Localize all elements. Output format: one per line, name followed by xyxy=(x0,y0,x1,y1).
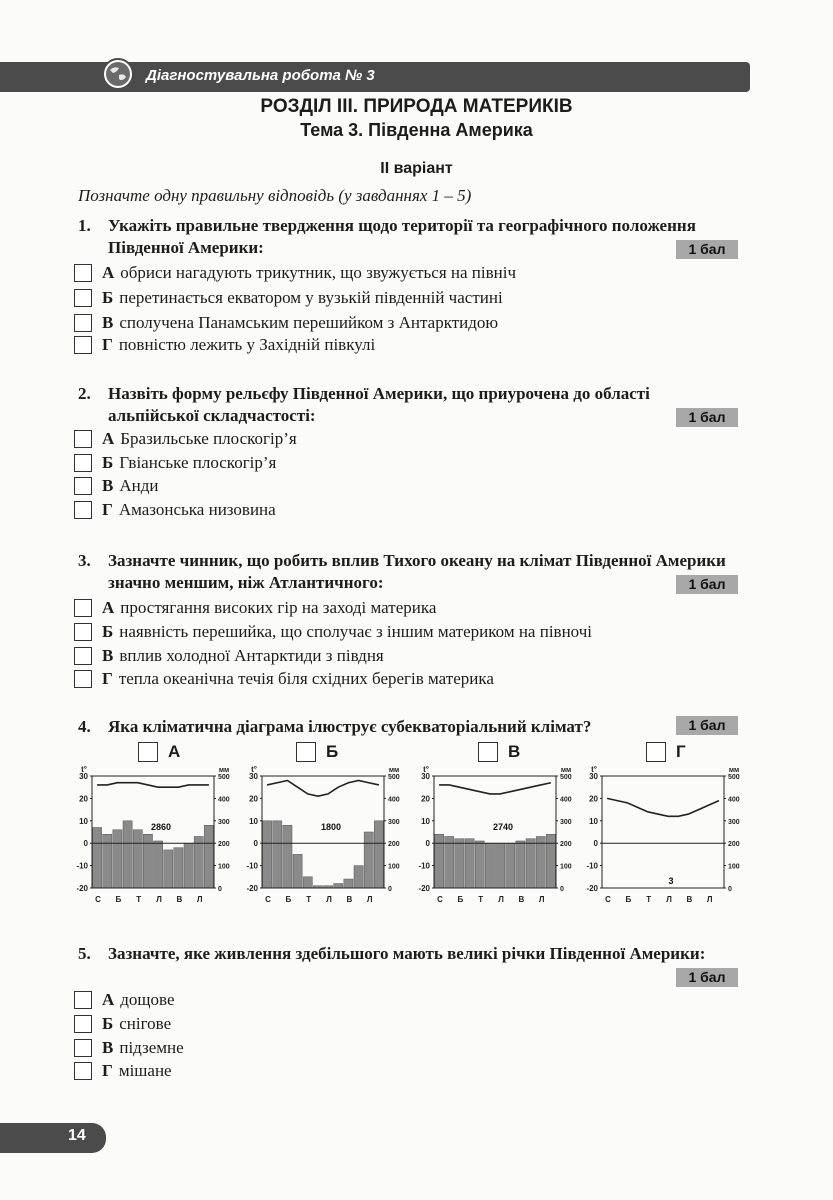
option-a[interactable] xyxy=(74,989,175,1011)
climate-diagram-3 xyxy=(586,765,739,904)
precip-tick-label: 100 xyxy=(560,863,572,871)
temp-tick-label: -20 xyxy=(586,884,598,893)
globe-icon xyxy=(102,58,134,90)
month-label: С xyxy=(265,895,271,904)
precip-tick-label: 200 xyxy=(218,841,230,849)
precip-bar xyxy=(164,850,173,888)
precip-bar xyxy=(263,821,272,888)
precip-tick-label: 300 xyxy=(728,818,740,826)
precip-tick-label: 300 xyxy=(218,818,230,826)
temperature-line xyxy=(439,783,551,794)
checkbox[interactable] xyxy=(74,991,92,1009)
precip-bar xyxy=(536,836,545,888)
precip-bar xyxy=(445,836,454,888)
option-letter: Б xyxy=(102,1014,114,1033)
temp-tick-label: 20 xyxy=(249,794,258,804)
precip-bar xyxy=(506,843,515,888)
month-label: Л xyxy=(498,895,504,904)
diagram-label: В xyxy=(508,742,521,761)
checkbox[interactable] xyxy=(296,742,316,762)
precip-bar xyxy=(435,834,444,888)
option-v[interactable] xyxy=(74,312,498,334)
temperature-line xyxy=(267,780,379,796)
precip-bar xyxy=(354,866,363,888)
option-letter: А xyxy=(102,990,115,1009)
option-text: Анди xyxy=(119,476,159,495)
checkbox[interactable] xyxy=(74,1015,92,1033)
score-badge: 1 бал xyxy=(676,716,738,735)
option-text: мішане xyxy=(118,1061,172,1080)
precip-tick-label: 400 xyxy=(218,796,230,804)
page-number-tab xyxy=(0,1123,106,1153)
option-h[interactable] xyxy=(74,334,375,356)
precip-tick-label: 300 xyxy=(388,818,400,826)
month-label: Л xyxy=(156,895,162,904)
temp-tick-label: 0 xyxy=(83,839,88,849)
precip-bar xyxy=(465,839,474,888)
option-v[interactable] xyxy=(74,645,384,667)
diagram-choice-v[interactable] xyxy=(478,742,520,762)
option-h[interactable] xyxy=(74,1060,172,1082)
precip-bar xyxy=(174,848,183,888)
precip-bar xyxy=(123,821,132,888)
climate-diagram-1 xyxy=(246,765,399,904)
precip-tick-label: 500 xyxy=(388,774,400,781)
precip-bar xyxy=(103,834,112,888)
option-letter: Г xyxy=(102,500,113,519)
checkbox[interactable] xyxy=(74,599,92,617)
page-number: 14 xyxy=(68,1127,86,1144)
header-title: Діагностувальна робота № 3 xyxy=(146,67,375,84)
precip-bar xyxy=(364,832,373,888)
option-text: вплив холодної Антарктиди з півдня xyxy=(119,646,384,665)
precip-bar xyxy=(496,843,505,888)
precip-bar xyxy=(154,841,163,888)
temp-tick-label: 30 xyxy=(249,772,258,781)
option-letter: В xyxy=(102,1038,114,1057)
diagram-choice-b[interactable] xyxy=(296,742,338,762)
precip-unit: мм xyxy=(728,767,740,774)
month-label: Б xyxy=(457,895,464,904)
question-5 xyxy=(78,943,738,965)
precip-bar xyxy=(374,821,383,888)
temp-tick-label: -10 xyxy=(246,861,258,871)
precip-bar xyxy=(303,877,312,888)
question-number: 1. xyxy=(78,216,91,235)
month-label: С xyxy=(95,895,101,904)
month-label: Л xyxy=(366,895,373,904)
option-text: дощове xyxy=(120,990,175,1009)
temp-tick-label: -10 xyxy=(586,861,598,871)
month-label: С xyxy=(605,895,611,904)
precip-tick-label: 500 xyxy=(218,774,230,781)
precip-bar xyxy=(93,828,102,888)
temperature-line xyxy=(97,783,209,787)
precip-tick-label: 500 xyxy=(728,774,740,781)
variant-title: ІІ варіант xyxy=(380,160,453,177)
precip-unit: мм xyxy=(218,767,230,774)
temp-tick-label: -20 xyxy=(246,884,258,893)
temp-tick-label: 30 xyxy=(589,772,598,781)
total-precip-label: 1800 xyxy=(320,821,342,832)
checkbox[interactable] xyxy=(74,289,92,307)
checkbox[interactable] xyxy=(74,454,92,472)
precip-bar xyxy=(283,825,292,888)
option-text: сполучена Панамським перешийком з Антарктидою xyxy=(119,313,499,332)
checkbox[interactable] xyxy=(138,742,158,762)
checkbox[interactable] xyxy=(74,264,92,282)
score-badge: 1 бал xyxy=(676,968,738,987)
temp-tick-label: 10 xyxy=(79,816,88,826)
precip-tick-label: 100 xyxy=(218,863,230,871)
month-label: Б xyxy=(115,895,122,904)
month-label: Л xyxy=(538,895,545,904)
option-letter: А xyxy=(102,429,115,448)
temp-tick-label: -10 xyxy=(418,861,430,871)
precip-tick-label: 400 xyxy=(728,796,740,804)
checkbox[interactable] xyxy=(646,742,666,762)
option-letter: Г xyxy=(102,1061,113,1080)
option-h[interactable] xyxy=(74,499,276,521)
precip-tick-label: 100 xyxy=(728,863,740,871)
precip-bar xyxy=(475,841,484,888)
month-label: Л xyxy=(666,895,672,904)
option-b[interactable] xyxy=(74,1013,171,1035)
precip-bar xyxy=(334,884,343,888)
precip-bar xyxy=(344,879,353,888)
precip-tick-label: 400 xyxy=(560,796,572,804)
precip-tick-label: 0 xyxy=(728,886,732,893)
option-letter: А xyxy=(102,263,115,282)
precip-bar xyxy=(133,830,142,888)
option-text: тепла океанічна течія біля східних берегів материка xyxy=(118,669,494,688)
month-label: В xyxy=(686,895,693,904)
option-letter: Г xyxy=(102,669,113,688)
total-precip-label: 2860 xyxy=(150,821,172,832)
temp-tick-label: -10 xyxy=(76,861,88,871)
precip-unit: мм xyxy=(388,767,400,774)
precip-tick-label: 200 xyxy=(560,841,572,849)
question-number: 5. xyxy=(78,944,91,963)
option-letter: Б xyxy=(102,453,114,472)
precip-tick-label: 0 xyxy=(388,886,392,893)
temp-unit: t° xyxy=(251,765,257,774)
option-letter: В xyxy=(102,313,114,332)
precip-bar xyxy=(546,834,555,888)
precip-tick-label: 400 xyxy=(388,796,400,804)
precip-tick-label: 500 xyxy=(560,774,572,781)
instruction: Позначте одну правильну відповідь (у завданнях 1 – 5) xyxy=(78,186,472,205)
precip-tick-label: 0 xyxy=(218,886,222,893)
option-text: наявність перешийка, що сполучає з іншим материком на півночі xyxy=(119,622,592,641)
checkbox[interactable] xyxy=(74,336,92,354)
option-text: простягання високих гір на заході материка xyxy=(120,598,437,617)
temp-tick-label: 10 xyxy=(589,816,598,826)
option-letter: А xyxy=(102,598,115,617)
temp-tick-label: 20 xyxy=(79,794,88,804)
temp-tick-label: 30 xyxy=(421,772,430,781)
question-1 xyxy=(78,215,738,259)
temp-unit: t° xyxy=(423,765,429,774)
temp-tick-label: 0 xyxy=(253,839,258,849)
precip-bar xyxy=(194,836,203,888)
checkbox[interactable] xyxy=(74,477,92,495)
temp-unit: t° xyxy=(81,765,87,774)
precip-tick-label: 200 xyxy=(728,841,740,849)
option-h[interactable] xyxy=(74,668,494,690)
option-letter: Б xyxy=(102,622,114,641)
precip-tick-label: 300 xyxy=(560,818,572,826)
diagram-choice-a[interactable] xyxy=(138,742,180,762)
month-label: Т xyxy=(646,895,652,904)
option-text: обриси нагадують трикутник, що звужується на північ xyxy=(120,263,517,282)
total-precip-label: 3 xyxy=(668,876,674,886)
topic-title: Тема 3. Південна Америка xyxy=(300,120,533,140)
question-text: Зазначте чинник, що робить вплив Тихого океану на клімат Південної Америки значно меншим, ніж Атлантичного: xyxy=(108,551,726,592)
diagram-label: Б xyxy=(326,742,339,761)
question-3 xyxy=(78,550,738,594)
month-label: В xyxy=(346,895,353,904)
checkbox[interactable] xyxy=(74,430,92,448)
option-letter: В xyxy=(102,646,114,665)
precip-bar xyxy=(516,841,525,888)
precip-bar xyxy=(526,839,535,888)
precip-tick-label: 100 xyxy=(388,863,400,871)
checkbox[interactable] xyxy=(74,1062,92,1080)
month-label: Т xyxy=(306,895,312,904)
option-letter: Г xyxy=(102,335,113,354)
month-label: Л xyxy=(706,895,713,904)
checkbox[interactable] xyxy=(478,742,498,762)
diagram-label: А xyxy=(168,742,181,761)
question-2 xyxy=(78,383,738,427)
precip-tick-label: 200 xyxy=(388,841,400,849)
option-v[interactable] xyxy=(74,1037,184,1059)
option-v[interactable] xyxy=(74,475,158,497)
option-text: Гвіанське плоскогір’я xyxy=(119,453,277,472)
month-label: С xyxy=(437,895,443,904)
temp-unit: t° xyxy=(591,765,597,774)
month-label: В xyxy=(176,895,183,904)
score-badge: 1 бал xyxy=(676,575,738,594)
diagram-label: Г xyxy=(676,742,686,761)
month-label: Т xyxy=(478,895,484,904)
temp-tick-label: 20 xyxy=(589,794,598,804)
total-precip-label: 2740 xyxy=(492,821,514,832)
precip-unit: мм xyxy=(560,767,572,774)
question-text: Яка кліматична діаграма ілюструє субекваторіальний клімат? xyxy=(108,717,592,736)
option-text: підземне xyxy=(119,1038,184,1057)
temp-tick-label: 10 xyxy=(249,816,258,826)
option-text: перетинається екватором у вузькій південній частині xyxy=(119,288,503,307)
temp-tick-label: 30 xyxy=(79,772,88,781)
month-label: Л xyxy=(196,895,203,904)
temp-tick-label: 10 xyxy=(421,816,430,826)
checkbox[interactable] xyxy=(74,314,92,332)
question-text: Укажіть правильне твердження щодо території та географічного положення Південної Америки: xyxy=(108,216,696,257)
question-4 xyxy=(78,716,738,738)
diagram-choice-h[interactable] xyxy=(646,742,686,762)
climate-diagram-0 xyxy=(76,765,229,904)
option-letter: В xyxy=(102,476,114,495)
section-title: РОЗДІЛ ІІІ. ПРИРОДА МАТЕРИКІВ xyxy=(260,96,573,117)
question-text: Зазначте, яке живлення здебільшого мають великі річки Південної Америки: xyxy=(108,944,706,963)
option-text: Бразильське плоскогір’я xyxy=(120,429,297,448)
temperature-line xyxy=(607,798,719,816)
precip-bar xyxy=(143,834,152,888)
plot-frame xyxy=(602,776,724,888)
question-number: 3. xyxy=(78,551,91,570)
checkbox[interactable] xyxy=(74,1039,92,1057)
climate-diagrams xyxy=(70,762,760,917)
precip-bar xyxy=(485,843,494,888)
checkbox[interactable] xyxy=(74,647,92,665)
climate-diagram-2 xyxy=(418,765,571,904)
option-a[interactable] xyxy=(74,428,297,450)
precip-bar xyxy=(293,854,302,888)
question-number: 2. xyxy=(78,384,91,403)
checkbox[interactable] xyxy=(74,623,92,641)
temp-tick-label: 0 xyxy=(425,839,430,849)
question-text: Назвіть форму рельєфу Південної Америки, що приурочена до області альпійської складчастості: xyxy=(108,384,650,425)
checkbox[interactable] xyxy=(74,670,92,688)
option-a[interactable] xyxy=(74,262,516,284)
score-badge: 1 бал xyxy=(676,408,738,427)
precip-tick-label: 0 xyxy=(560,886,564,893)
month-label: Б xyxy=(285,895,292,904)
option-b[interactable] xyxy=(74,452,276,474)
precip-bar xyxy=(273,821,282,888)
option-letter: Б xyxy=(102,288,114,307)
month-label: Л xyxy=(326,895,332,904)
precip-bar xyxy=(455,839,464,888)
score-badge: 1 бал xyxy=(676,240,738,259)
precip-bar xyxy=(113,830,122,888)
checkbox[interactable] xyxy=(74,501,92,519)
option-a[interactable] xyxy=(74,597,436,619)
month-label: Б xyxy=(625,895,632,904)
option-text: снігове xyxy=(119,1014,172,1033)
temp-tick-label: -20 xyxy=(76,884,88,893)
precip-bar xyxy=(204,825,213,888)
question-number: 4. xyxy=(78,717,91,736)
option-text: Амазонська низовина xyxy=(118,500,276,519)
temp-tick-label: 0 xyxy=(593,839,598,849)
month-label: В xyxy=(518,895,525,904)
option-b[interactable] xyxy=(74,621,592,643)
temp-tick-label: 20 xyxy=(421,794,430,804)
temp-tick-label: -20 xyxy=(418,884,430,893)
month-label: Т xyxy=(136,895,142,904)
precip-bar xyxy=(184,843,193,888)
option-b[interactable] xyxy=(74,287,503,309)
option-text: повністю лежить у Західній півкулі xyxy=(118,335,376,354)
